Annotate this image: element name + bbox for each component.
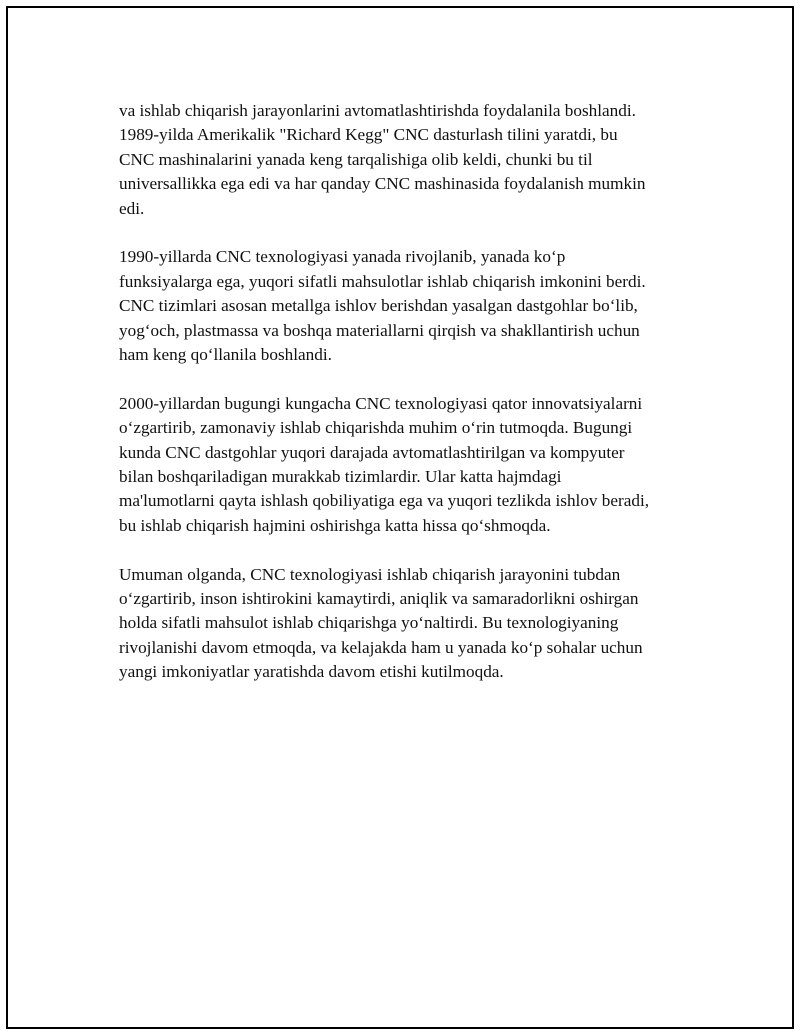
text-line: bu ishlab chiqarish hajmini oshirishga katta hissa qoʻshmoqda. [119,515,551,535]
text-line: 2000-yillardan bugungi kungacha CNC texnologiyasi qator innovatsiyalarni [119,393,643,413]
paragraph-history-1990s [119,245,699,367]
text-line: kunda CNC dastgohlar yuqori darajada avtomatlashtirilgan va kompyuter [119,442,625,462]
document-body [119,99,699,709]
text-line: oʻzgartirib, zamonaviy ishlab chiqarishda muhim oʻrin tutmoqda. Bugungi [119,418,633,438]
text-line: holda sifatli mahsulot ishlab chiqarishga yoʻnaltirdi. Bu texnologiyaning [119,613,619,633]
text-line: Umuman olganda, CNC texnologiyasi ishlab chiqarish jarayonini tubdan [119,564,621,584]
text-line: 1990-yillarda CNC texnologiyasi yanada rivojlanib, yanada koʻp [119,247,566,267]
text-line: CNC tizimlari asosan metallga ishlov berishdan yasalgan dastgohlar boʻlib, [119,296,638,316]
text-line: yogʻoch, plastmassa va boshqa materiallarni qirqish va shakllantirish uchun [119,320,640,340]
text-line: edi. [119,198,145,218]
paragraph-history-2000s [119,392,699,538]
text-line: rivojlanishi davom etmoqda, va kelajakda ham u yanada koʻp sohalar uchun [119,637,643,657]
text-line: oʻzgartirib, inson ishtirokini kamaytirdi, aniqlik va samaradorlikni oshirgan [119,589,639,609]
paragraph-conclusion [119,563,699,685]
text-line: bilan boshqariladigan murakkab tizimlardir. Ular katta hajmdagi [119,467,562,487]
text-line: CNC mashinalarini yanada keng tarqalishiga olib keldi, chunki bu til [119,149,593,169]
text-line: yangi imkoniyatlar yaratishda davom etishi kutilmoqda. [119,662,504,682]
text-line: ma'lumotlarni qayta ishlash qobiliyatiga ega va yuqori tezlikda ishlov beradi, [119,491,650,511]
text-line: va ishlab chiqarish jarayonlarini avtomatlashtirishda foydalanila boshlandi. [119,101,636,120]
text-line: ham keng qoʻllanila boshlandi. [119,345,332,365]
document-page [6,6,794,1029]
text-line: 1989-yilda Amerikalik "Richard Kegg" CNC dasturlash tilini yaratdi, bu [119,125,618,145]
text-line: funksiyalarga ega, yuqori sifatli mahsulotlar ishlab chiqarish imkonini berdi. [119,271,646,291]
paragraph-history-1989 [119,99,699,221]
text-line: universallikka ega edi va har qanday CNC mashinasida foydalanish mumkin [119,174,646,194]
